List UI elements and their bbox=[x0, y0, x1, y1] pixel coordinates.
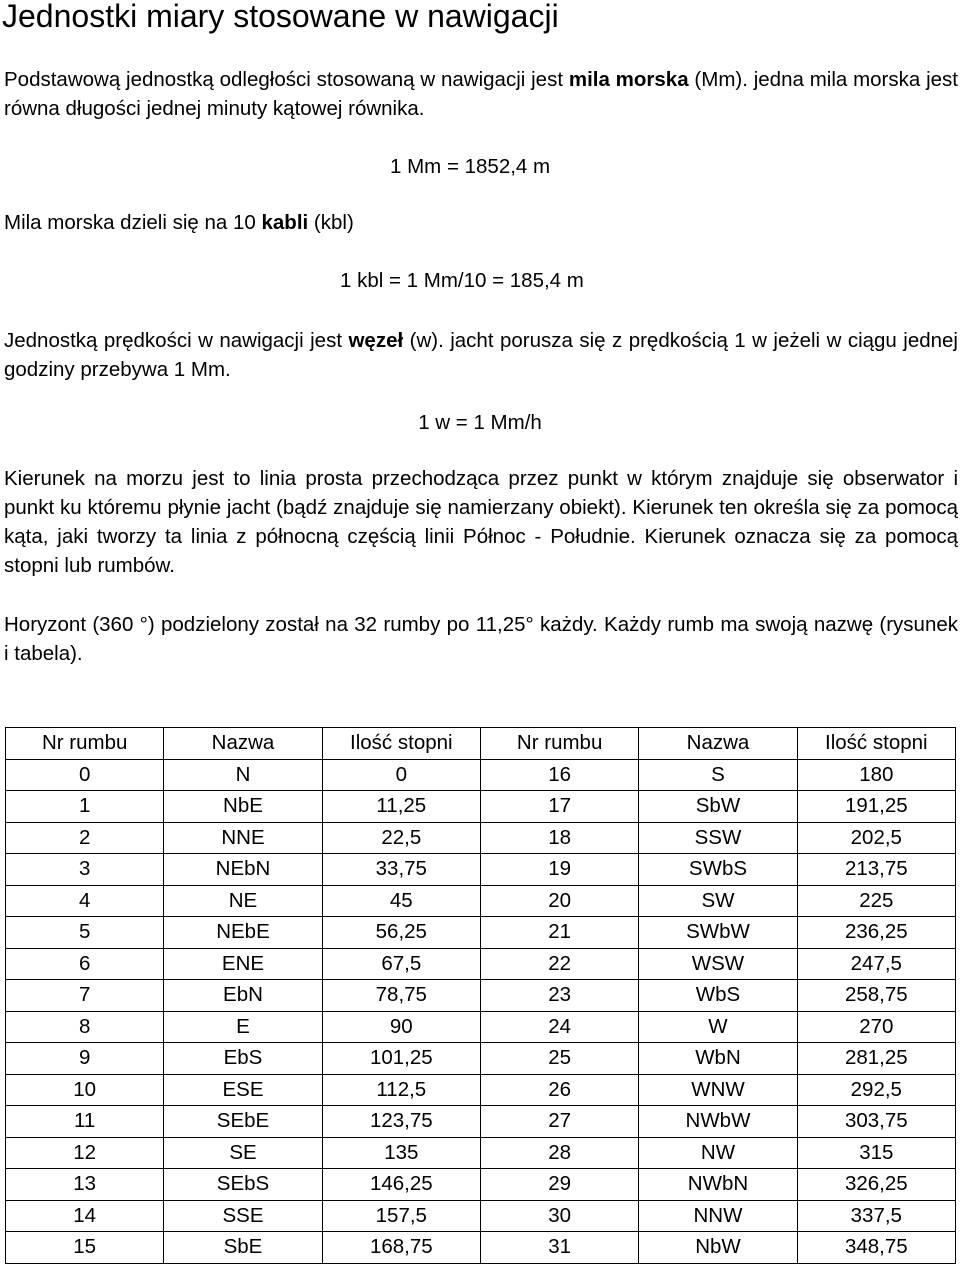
cell-nazwa: NNW bbox=[639, 1200, 797, 1232]
bold-term-wezel: węzeł bbox=[348, 329, 404, 352]
cell-ilosc-stopni: 292,5 bbox=[797, 1074, 955, 1106]
cell-nr-rumbu: 31 bbox=[480, 1232, 638, 1264]
cell-nazwa: WbS bbox=[639, 980, 797, 1012]
cell-nr-rumbu: 5 bbox=[6, 917, 164, 949]
cell-ilosc-stopni: 315 bbox=[797, 1137, 955, 1169]
cell-nr-rumbu: 12 bbox=[6, 1137, 164, 1169]
table-row bbox=[6, 885, 956, 917]
cell-nr-rumbu: 22 bbox=[480, 948, 638, 980]
page-title: Jednostki miary stosowane w nawigacji bbox=[2, 0, 559, 34]
cell-ilosc-stopni: 11,25 bbox=[322, 791, 480, 823]
cell-nr-rumbu: 23 bbox=[480, 980, 638, 1012]
cell-nazwa: SEbE bbox=[164, 1106, 322, 1138]
cell-nazwa: NEbN bbox=[164, 854, 322, 886]
cell-nr-rumbu: 15 bbox=[6, 1232, 164, 1264]
cell-nazwa: EbS bbox=[164, 1043, 322, 1075]
cell-nr-rumbu: 26 bbox=[480, 1074, 638, 1106]
text: (kbl) bbox=[308, 211, 354, 234]
cell-ilosc-stopni: 146,25 bbox=[322, 1169, 480, 1201]
cell-ilosc-stopni: 258,75 bbox=[797, 980, 955, 1012]
table-header-row bbox=[6, 728, 956, 760]
paragraph-kierunek: Kierunek na morzu jest to linia prosta przechodząca przez punkt w którym znajduje się obserwator i punkt ku któremu płynie jacht (bądź znajduje się namierzany obiekt). Kierunek ten określa się za pomocą kąta, jaki tworzy ta linia z północną częścią linii Północ - Południe. Kierunek oznacza się za pomocą stopni lub rumbów. bbox=[4, 467, 958, 577]
cell-nr-rumbu: 27 bbox=[480, 1106, 638, 1138]
formula-mila-morska: 1 Mm = 1852,4 m bbox=[390, 155, 551, 178]
table-row bbox=[6, 1137, 956, 1169]
cell-ilosc-stopni: 157,5 bbox=[322, 1200, 480, 1232]
header-nazwa: Nazwa bbox=[639, 728, 797, 760]
text: (Mm). jedna mila morska jest równa długości jednej minuty kątowej równika. bbox=[4, 68, 958, 120]
cell-nr-rumbu: 14 bbox=[6, 1200, 164, 1232]
cell-nazwa: NWbN bbox=[639, 1169, 797, 1201]
table-row bbox=[6, 1169, 956, 1201]
cell-nazwa: SWbS bbox=[639, 854, 797, 886]
cell-nr-rumbu: 7 bbox=[6, 980, 164, 1012]
cell-nazwa: WSW bbox=[639, 948, 797, 980]
cell-nr-rumbu: 24 bbox=[480, 1011, 638, 1043]
cell-ilosc-stopni: 78,75 bbox=[322, 980, 480, 1012]
cell-nr-rumbu: 0 bbox=[6, 759, 164, 791]
cell-nazwa: NE bbox=[164, 885, 322, 917]
cell-ilosc-stopni: 180 bbox=[797, 759, 955, 791]
text: Podstawową jednostką odległości stosowaną w nawigacji jest bbox=[4, 68, 569, 91]
table-row bbox=[6, 980, 956, 1012]
table-row bbox=[6, 854, 956, 886]
cell-nazwa: SSW bbox=[639, 822, 797, 854]
table-row bbox=[6, 1011, 956, 1043]
cell-nazwa: WbN bbox=[639, 1043, 797, 1075]
text: Mila morska dzieli się na 10 bbox=[4, 211, 262, 234]
cell-nazwa: E bbox=[164, 1011, 322, 1043]
cell-nazwa: SE bbox=[164, 1137, 322, 1169]
cell-ilosc-stopni: 270 bbox=[797, 1011, 955, 1043]
cell-nr-rumbu: 17 bbox=[480, 791, 638, 823]
cell-ilosc-stopni: 202,5 bbox=[797, 822, 955, 854]
table-row bbox=[6, 948, 956, 980]
cell-ilosc-stopni: 123,75 bbox=[322, 1106, 480, 1138]
cell-ilosc-stopni: 168,75 bbox=[322, 1232, 480, 1264]
cell-nr-rumbu: 9 bbox=[6, 1043, 164, 1075]
cell-nazwa: NEbE bbox=[164, 917, 322, 949]
cell-nazwa: SEbS bbox=[164, 1169, 322, 1201]
cell-ilosc-stopni: 112,5 bbox=[322, 1074, 480, 1106]
cell-nazwa: SW bbox=[639, 885, 797, 917]
cell-nr-rumbu: 30 bbox=[480, 1200, 638, 1232]
table-row bbox=[6, 1200, 956, 1232]
cell-ilosc-stopni: 33,75 bbox=[322, 854, 480, 886]
cell-nr-rumbu: 18 bbox=[480, 822, 638, 854]
header-nr-rumbu: Nr rumbu bbox=[480, 728, 638, 760]
cell-nazwa: SWbW bbox=[639, 917, 797, 949]
cell-nazwa: SSE bbox=[164, 1200, 322, 1232]
cell-ilosc-stopni: 247,5 bbox=[797, 948, 955, 980]
cell-nr-rumbu: 28 bbox=[480, 1137, 638, 1169]
table-row bbox=[6, 917, 956, 949]
cell-nazwa: SbE bbox=[164, 1232, 322, 1264]
cell-nazwa: S bbox=[639, 759, 797, 791]
cell-ilosc-stopni: 45 bbox=[322, 885, 480, 917]
cell-nazwa: NW bbox=[639, 1137, 797, 1169]
cell-nr-rumbu: 8 bbox=[6, 1011, 164, 1043]
cell-nr-rumbu: 4 bbox=[6, 885, 164, 917]
table-row bbox=[6, 1043, 956, 1075]
cell-nr-rumbu: 19 bbox=[480, 854, 638, 886]
cell-nr-rumbu: 1 bbox=[6, 791, 164, 823]
text: Jednostką prędkości w nawigacji jest bbox=[4, 329, 349, 352]
header-ilosc-stopni: Ilość stopni bbox=[322, 728, 480, 760]
cell-nazwa: NWbW bbox=[639, 1106, 797, 1138]
cell-nr-rumbu: 13 bbox=[6, 1169, 164, 1201]
paragraph-kabel bbox=[4, 208, 354, 237]
cell-nazwa: NbW bbox=[639, 1232, 797, 1264]
table-row bbox=[6, 1106, 956, 1138]
cell-nazwa: WNW bbox=[639, 1074, 797, 1106]
cell-nazwa: SbW bbox=[639, 791, 797, 823]
cell-nr-rumbu: 20 bbox=[480, 885, 638, 917]
cell-nr-rumbu: 6 bbox=[6, 948, 164, 980]
bold-term-mila-morska: mila morska bbox=[568, 68, 689, 91]
paragraph-mila-morska bbox=[4, 65, 958, 123]
table-row bbox=[6, 759, 956, 791]
paragraph-horyzont: Horyzont (360 °) podzielony został na 32 rumby po 11,25° każdy. Każdy rumb ma swoją nazwę (rysunek i tabela). bbox=[4, 613, 958, 665]
cell-ilosc-stopni: 67,5 bbox=[322, 948, 480, 980]
cell-ilosc-stopni: 213,75 bbox=[797, 854, 955, 886]
cell-ilosc-stopni: 348,75 bbox=[797, 1232, 955, 1264]
cell-nazwa: ENE bbox=[164, 948, 322, 980]
header-nazwa: Nazwa bbox=[164, 728, 322, 760]
cell-nr-rumbu: 11 bbox=[6, 1106, 164, 1138]
paragraph-wezel bbox=[4, 326, 958, 384]
cell-ilosc-stopni: 326,25 bbox=[797, 1169, 955, 1201]
cell-nr-rumbu: 3 bbox=[6, 854, 164, 886]
cell-ilosc-stopni: 303,75 bbox=[797, 1106, 955, 1138]
cell-ilosc-stopni: 225 bbox=[797, 885, 955, 917]
cell-nazwa: W bbox=[639, 1011, 797, 1043]
cell-ilosc-stopni: 135 bbox=[322, 1137, 480, 1169]
table-row bbox=[6, 1074, 956, 1106]
table-row bbox=[6, 1232, 956, 1264]
cell-ilosc-stopni: 22,5 bbox=[322, 822, 480, 854]
cell-nazwa: NbE bbox=[164, 791, 322, 823]
cell-ilosc-stopni: 0 bbox=[322, 759, 480, 791]
cell-nazwa: N bbox=[164, 759, 322, 791]
cell-nr-rumbu: 21 bbox=[480, 917, 638, 949]
cell-ilosc-stopni: 236,25 bbox=[797, 917, 955, 949]
formula-wezel: 1 w = 1 Mm/h bbox=[418, 411, 542, 434]
cell-nazwa: ESE bbox=[164, 1074, 322, 1106]
cell-nr-rumbu: 16 bbox=[480, 759, 638, 791]
header-nr-rumbu: Nr rumbu bbox=[6, 728, 164, 760]
cell-nr-rumbu: 10 bbox=[6, 1074, 164, 1106]
formula-kabel: 1 kbl = 1 Mm/10 = 185,4 m bbox=[340, 269, 584, 292]
cell-ilosc-stopni: 281,25 bbox=[797, 1043, 955, 1075]
rumb-table bbox=[5, 727, 956, 1264]
cell-nr-rumbu: 29 bbox=[480, 1169, 638, 1201]
cell-ilosc-stopni: 101,25 bbox=[322, 1043, 480, 1075]
cell-nr-rumbu: 2 bbox=[6, 822, 164, 854]
cell-ilosc-stopni: 90 bbox=[322, 1011, 480, 1043]
table-row bbox=[6, 822, 956, 854]
cell-ilosc-stopni: 191,25 bbox=[797, 791, 955, 823]
text: (w). jacht porusza się z prędkością 1 w jeżeli w ciągu jednej godziny przebywa 1 Mm. bbox=[4, 329, 958, 381]
header-ilosc-stopni: Ilość stopni bbox=[797, 728, 955, 760]
cell-nr-rumbu: 25 bbox=[480, 1043, 638, 1075]
cell-nazwa: NNE bbox=[164, 822, 322, 854]
cell-ilosc-stopni: 56,25 bbox=[322, 917, 480, 949]
cell-ilosc-stopni: 337,5 bbox=[797, 1200, 955, 1232]
cell-nazwa: EbN bbox=[164, 980, 322, 1012]
bold-term-kabli: kabli bbox=[261, 211, 309, 234]
table-row bbox=[6, 791, 956, 823]
